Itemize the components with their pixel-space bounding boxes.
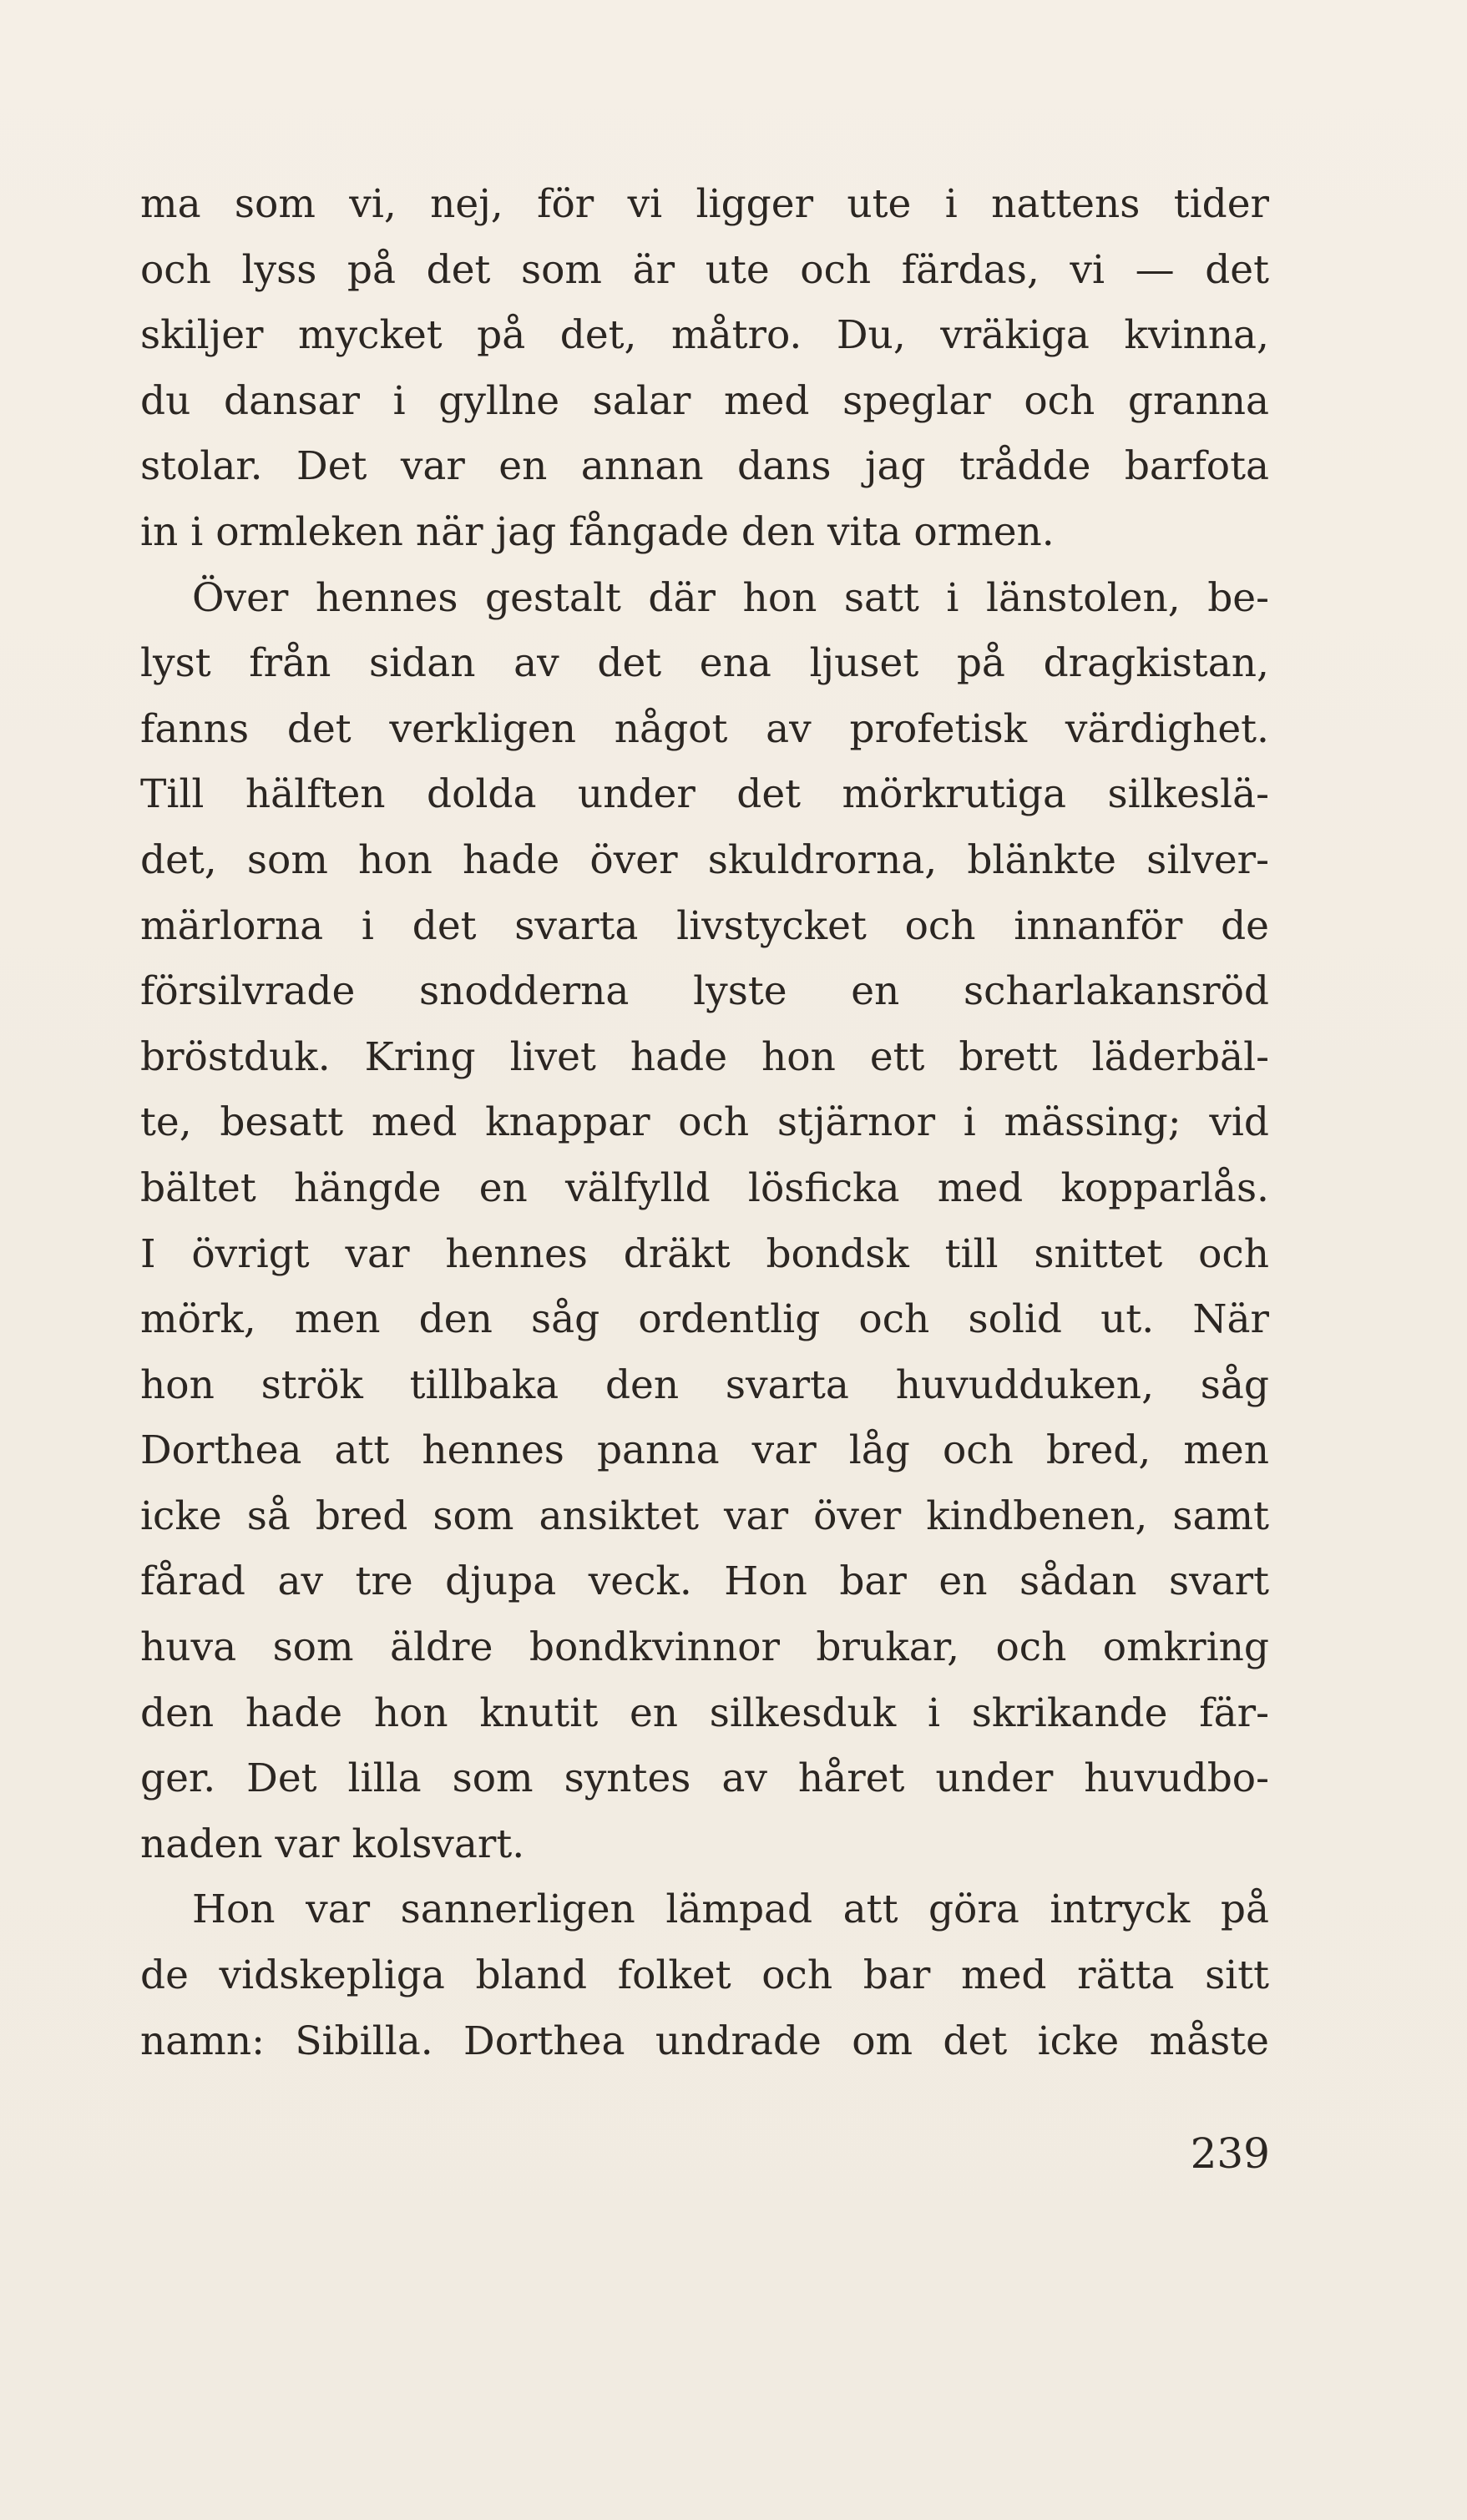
text-line: Dorthea att hennes panna var låg och bred, men (140, 1427, 1269, 1474)
text-line: du dansar i gyllne salar med speglar och granna (140, 377, 1269, 424)
text-line: huva som äldre bondkvinnor brukar, och omkring (140, 1624, 1269, 1671)
text-line: märlorna i det svarta livstycket och innanför de (140, 902, 1269, 949)
text-line: Till hälften dolda under det mörkrutiga silkeslä- (140, 771, 1269, 818)
text-line: det, som hon hade över skuldrorna, blänkte silver- (140, 836, 1269, 883)
body-text (140, 172, 1269, 2074)
text-line: de vidskepliga bland folket och bar med rätta sitt (140, 1952, 1269, 1999)
text-line: skiljer mycket på det, måtro. Du, vräkiga kvinna, (140, 312, 1269, 359)
text-line: ma som vi, nej, för vi ligger ute i nattens tider (140, 181, 1269, 227)
text-line: lyst från sidan av det ena ljuset på dragkistan, (140, 640, 1269, 687)
text-line: bältet hängde en välfylld lösficka med kopparlås. (140, 1164, 1269, 1211)
text-line: försilvrade snodderna lyste en scharlakansröd (140, 968, 1269, 1015)
text-line: stolar. Det var en annan dans jag trådde barfota (140, 443, 1269, 490)
text-line: den hade hon knutit en silkesduk i skrikande fär- (140, 1689, 1269, 1736)
text-line: icke så bred som ansiktet var över kindbenen, samt (140, 1492, 1269, 1539)
text-line: te, besatt med knappar och stjärnor i mässing; vid (140, 1099, 1269, 1146)
text-line: Över hennes gestalt där hon satt i länstolen, be- (192, 574, 1269, 621)
text-line: fårad av tre djupa veck. Hon bar en sådan svart (140, 1558, 1269, 1605)
text-line: hon strök tillbaka den svarta huvudduken, såg (140, 1361, 1269, 1408)
text-line: ger. Det lilla som syntes av håret under huvudbo- (140, 1755, 1269, 1802)
text-line: och lyss på det som är ute och färdas, vi — det (140, 246, 1269, 293)
text-line: Hon var sannerligen lämpad att göra intryck på (192, 1886, 1269, 1933)
text-line: mörk, men den såg ordentlig och solid ut. När (140, 1296, 1269, 1343)
text-line: in i ormleken när jag fångade den vita ormen. (140, 508, 1055, 555)
text-line: I övrigt var hennes dräkt bondsk till snittet och (140, 1230, 1269, 1277)
text-line: namn: Sibilla. Dorthea undrade om det icke måste (140, 2018, 1269, 2064)
text-line: naden var kolsvart. (140, 1821, 525, 1867)
text-line: fanns det verkligen något av profetisk värdighet. (140, 705, 1269, 752)
page-number: 239 (1190, 2129, 1270, 2178)
text-line: bröstduk. Kring livet hade hon ett brett läderbäl- (140, 1033, 1269, 1080)
